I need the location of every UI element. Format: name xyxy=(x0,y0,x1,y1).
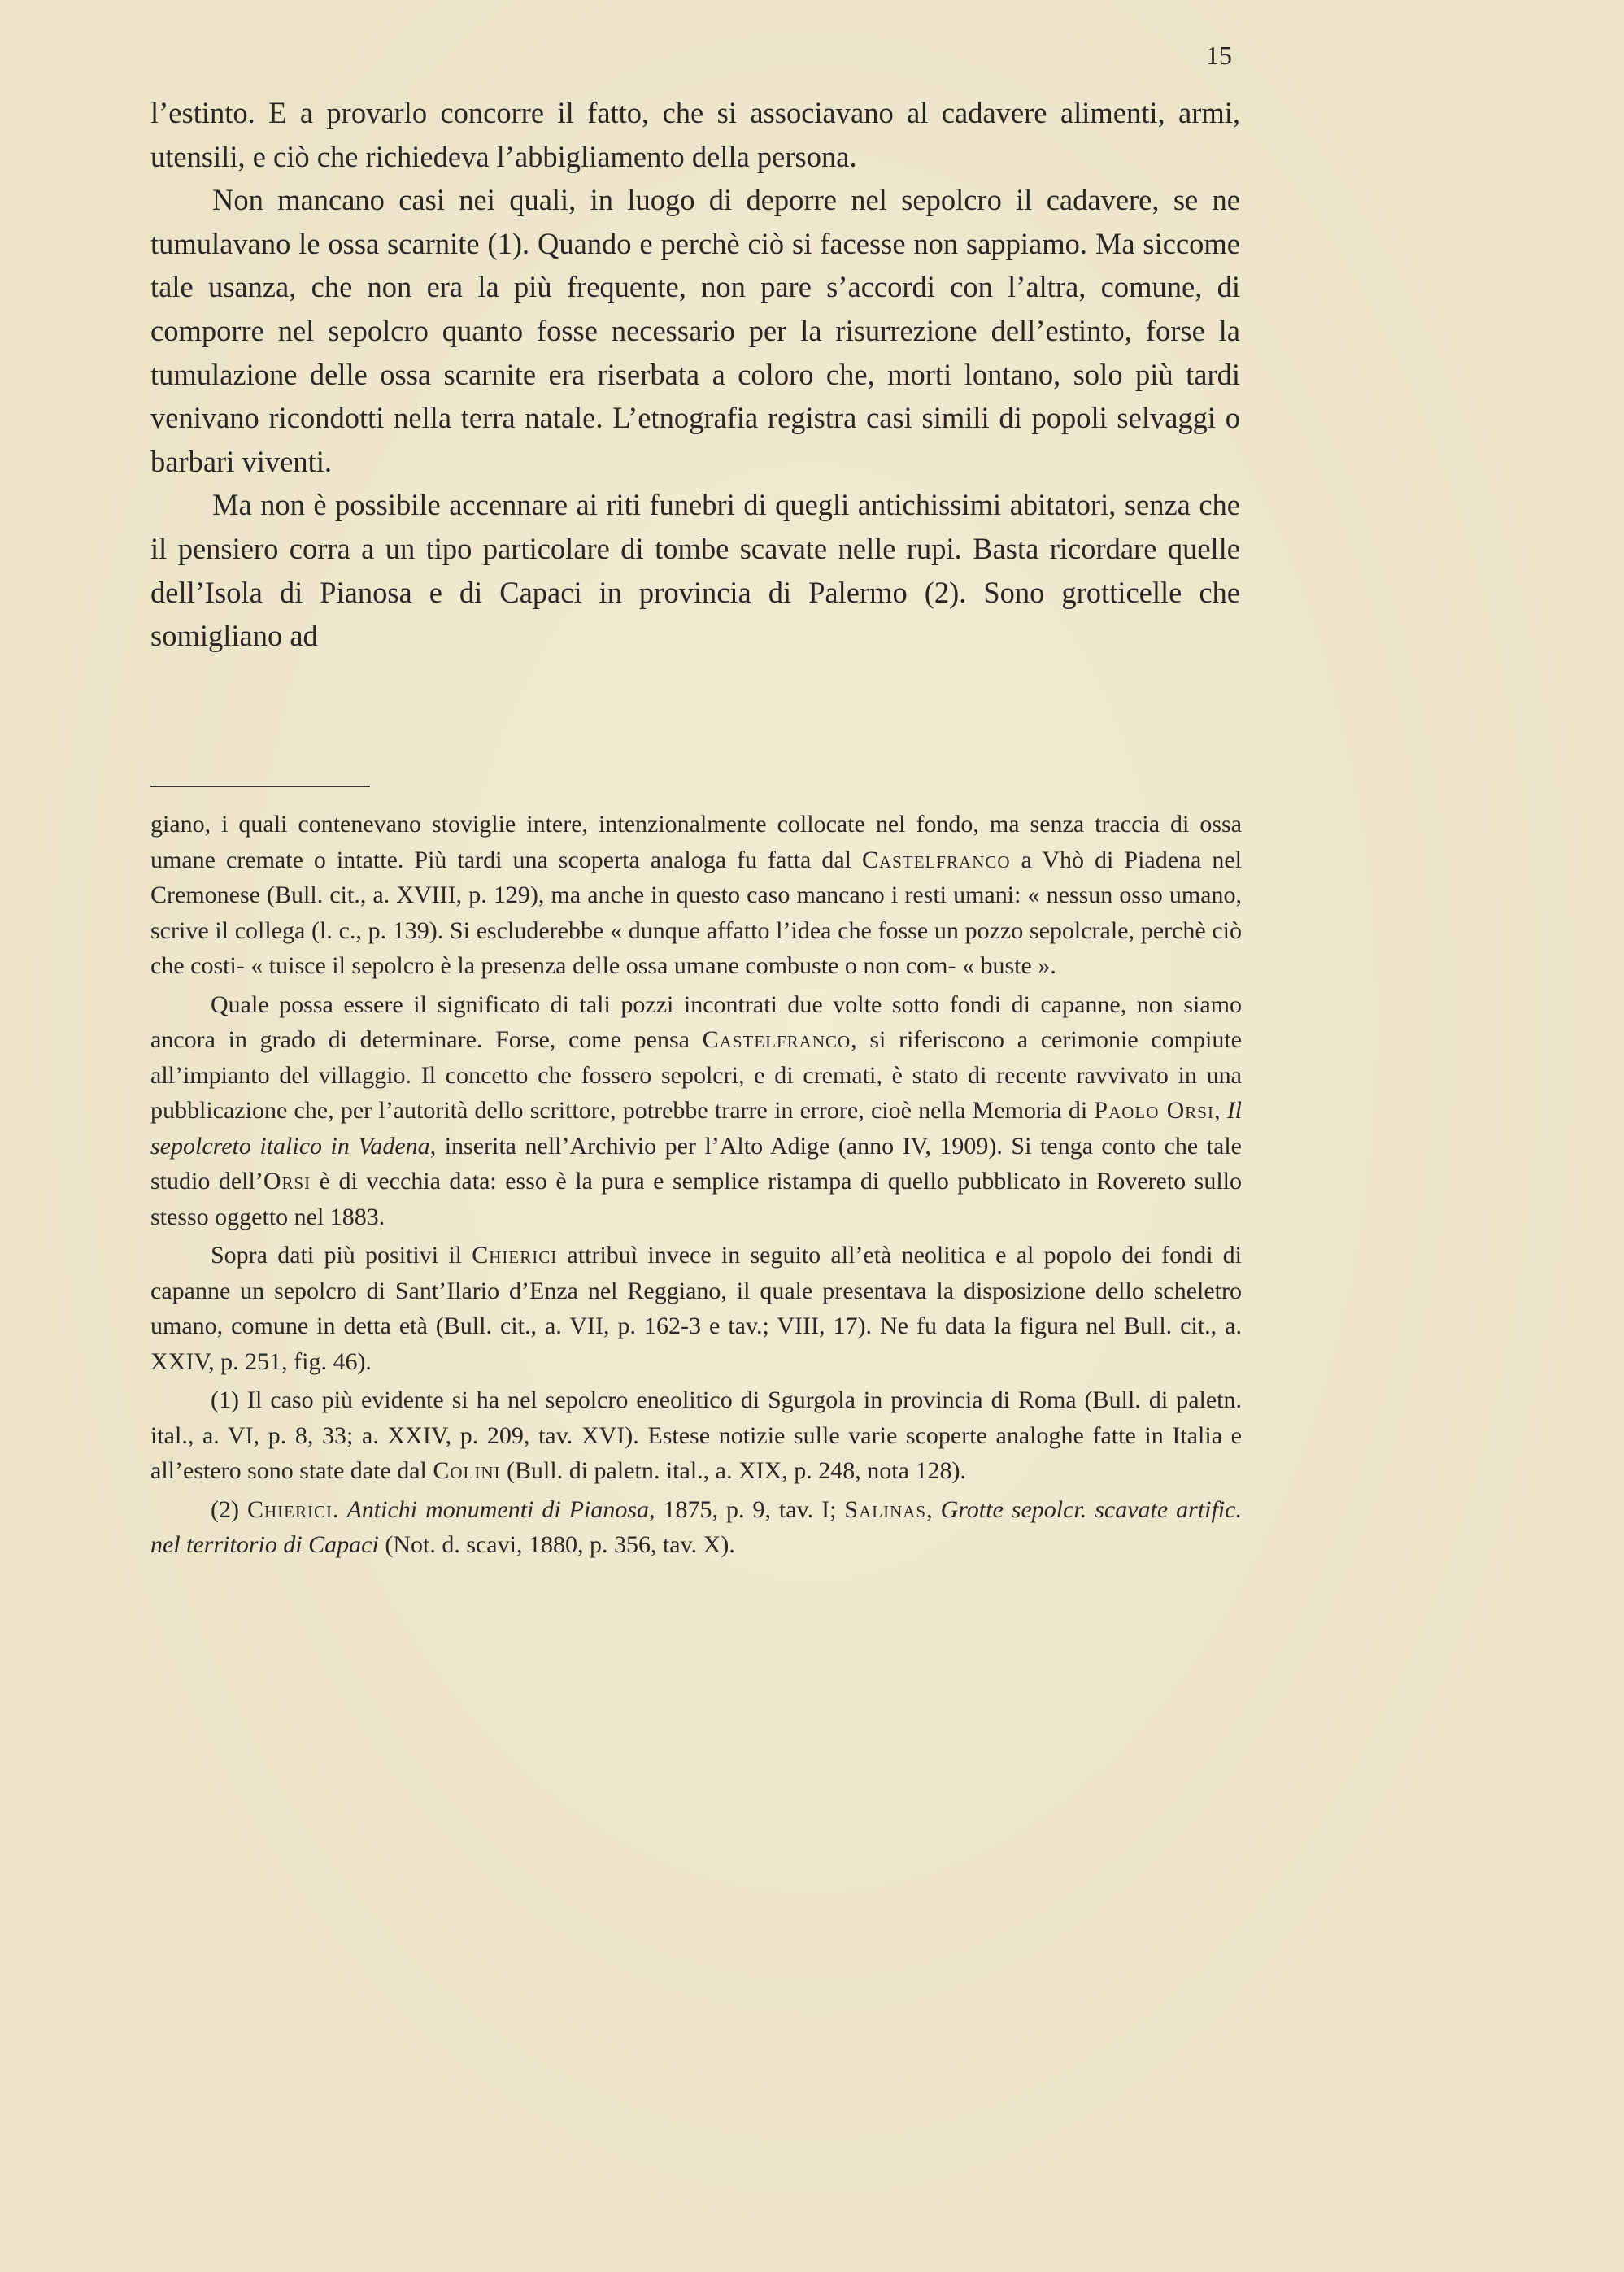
page-number: 15 xyxy=(1206,41,1232,70)
text-run: Quale possa essere il significato di tali pozzi incontrati due volte sotto fondi di capanne, non siamo ancora in grado di determinare. Forse, come pensa xyxy=(150,990,1242,1053)
author-name: Castelfranco xyxy=(702,1026,851,1053)
footnote-1 xyxy=(150,1382,1242,1489)
footnotes xyxy=(150,807,1242,1566)
footnote-continuation xyxy=(150,807,1242,984)
text-run: , xyxy=(926,1495,941,1523)
author-name: Colini xyxy=(433,1457,501,1484)
text-run: a Vhò di Piadena nel Cremonese (Bull. cit., a. XVIII, p. 129), ma anche in questo caso mancano i resti umani: « nessun osso umano, scrive il collega (l. c., p. 139). Si escluderebbe « dunque affatto l’idea che fosse un pozzo sepolcrale, perchè ciò che costi- « tuisce il sepolcro è la presenza delle ossa umane combuste o non com- « buste ». xyxy=(150,846,1243,979)
text-run: (Not. d. scavi, 1880, p. 356, tav. X). xyxy=(378,1531,735,1558)
text-run: . xyxy=(332,1495,347,1523)
work-title: Antichi monumenti di Pianosa xyxy=(346,1495,650,1523)
author-name: Orsi xyxy=(263,1168,311,1195)
text-run: , si riferiscono a cerimonie compiute all’impianto del villaggio. Il concetto che fossero sepolcri, e di cremati, è stato di recente ravvivato in una pubblicazione che, per l’autorità dello scrittore, potrebbe trarre in errore, cioè nella Memoria di xyxy=(150,1026,1242,1124)
body-paragraph: l’estinto. E a provarlo concorre il fatto, che si associavano al cadavere alimenti, armi, utensili, e ciò che richiedeva l’abbigliamento della persona. xyxy=(150,96,1240,173)
author-name: Chierici xyxy=(472,1242,558,1269)
main-text xyxy=(150,91,1240,658)
text-run: giano, i quali contenevano stoviglie intere, intenzionalmente collocate nel fondo, ma senza traccia di ossa umane cremate o intatte. Più tardi una scoperta analoga fu fatta dal xyxy=(150,811,1242,873)
author-name: Paolo Orsi xyxy=(1094,1097,1214,1124)
text-run: Sopra dati più positivi il xyxy=(211,1242,472,1269)
footnote-paragraph xyxy=(150,1238,1242,1379)
text-run: (2) xyxy=(211,1495,247,1523)
footnote-separator xyxy=(150,786,370,787)
author-name: Castelfranco xyxy=(862,846,1011,873)
footnote-paragraph xyxy=(150,987,1242,1235)
body-paragraph: Ma non è possibile accennare ai riti funebri di quegli antichissimi abitatori, senza che il pensiero corra a un tipo particolare di tombe scavate nelle rupi. Basta ricordare quelle dell’Isola di Pianosa e di Capaci in provincia di Palermo (2). Sono grotticelle che somigliano ad xyxy=(150,488,1240,653)
text-run: , inserita nell’Archivio per l’Alto Adige (anno IV, 1909). Si tenga conto che tale studio dell’ xyxy=(150,1132,1242,1195)
text-run: (Bull. di paletn. ital., a. XIX, p. 248, nota 128). xyxy=(500,1457,966,1484)
work-title: Grotte sepolcr. scavate artific. nel territorio di Capaci xyxy=(150,1495,1242,1558)
author-name: Chierici xyxy=(246,1495,333,1523)
body-paragraph: Non mancano casi nei quali, in luogo di deporre nel sepolcro il cadavere, se ne tumulavano le ossa scarnite (1). Quando e perchè ciò si facesse non sappiamo. Ma siccome tale usanza, che non era la più frequente, non pare s’accordi con l’altra, comune, di comporre nel sepolcro quanto fosse necessario per la risurrezione dell’estinto, forse la tumulazione delle ossa scarnite era riserbata a coloro che, morti lontano, solo più tardi venivano ricondotti nella terra natale. L’etnografia registra casi simili di popoli selvaggi o barbari viventi. xyxy=(150,183,1240,478)
text-run: (1) Il caso più evidente si ha nel sepolcro eneolitico di Sgurgola in provincia di Roma (Bull. di paletn. ital., a. VI, p. 8, 33; a. XXIV, p. 209, tav. XVI). Estese notizie sulle varie scoperte analoghe fatte in Italia e all’estero sono state date dal xyxy=(150,1386,1242,1484)
author-name: Salinas xyxy=(844,1495,927,1523)
work-title: Il sepolcreto italico in Vadena xyxy=(150,1097,1243,1160)
text-run: , xyxy=(1213,1097,1227,1124)
text-run: è di vecchia data: esso è la pura e semplice ristampa di quello pubblicato in Rovereto sullo stesso oggetto nel 1883. xyxy=(150,1168,1243,1230)
text-run: , 1875, p. 9, tav. I; xyxy=(649,1495,845,1523)
footnote-2 xyxy=(150,1492,1242,1563)
text-run: attribuì invece in seguito all’età neolitica e al popolo dei fondi di capanne un sepolcro di Sant’Ilario d’Enza nel Reggiano, il quale presentava la disposizione dello scheletro umano, comune in detta età (Bull. cit., a. VII, p. 162-3 e tav.; VIII, 17). Ne fu data la figura nel Bull. cit., a. XXIV, p. 251, fig. 46). xyxy=(150,1242,1242,1375)
